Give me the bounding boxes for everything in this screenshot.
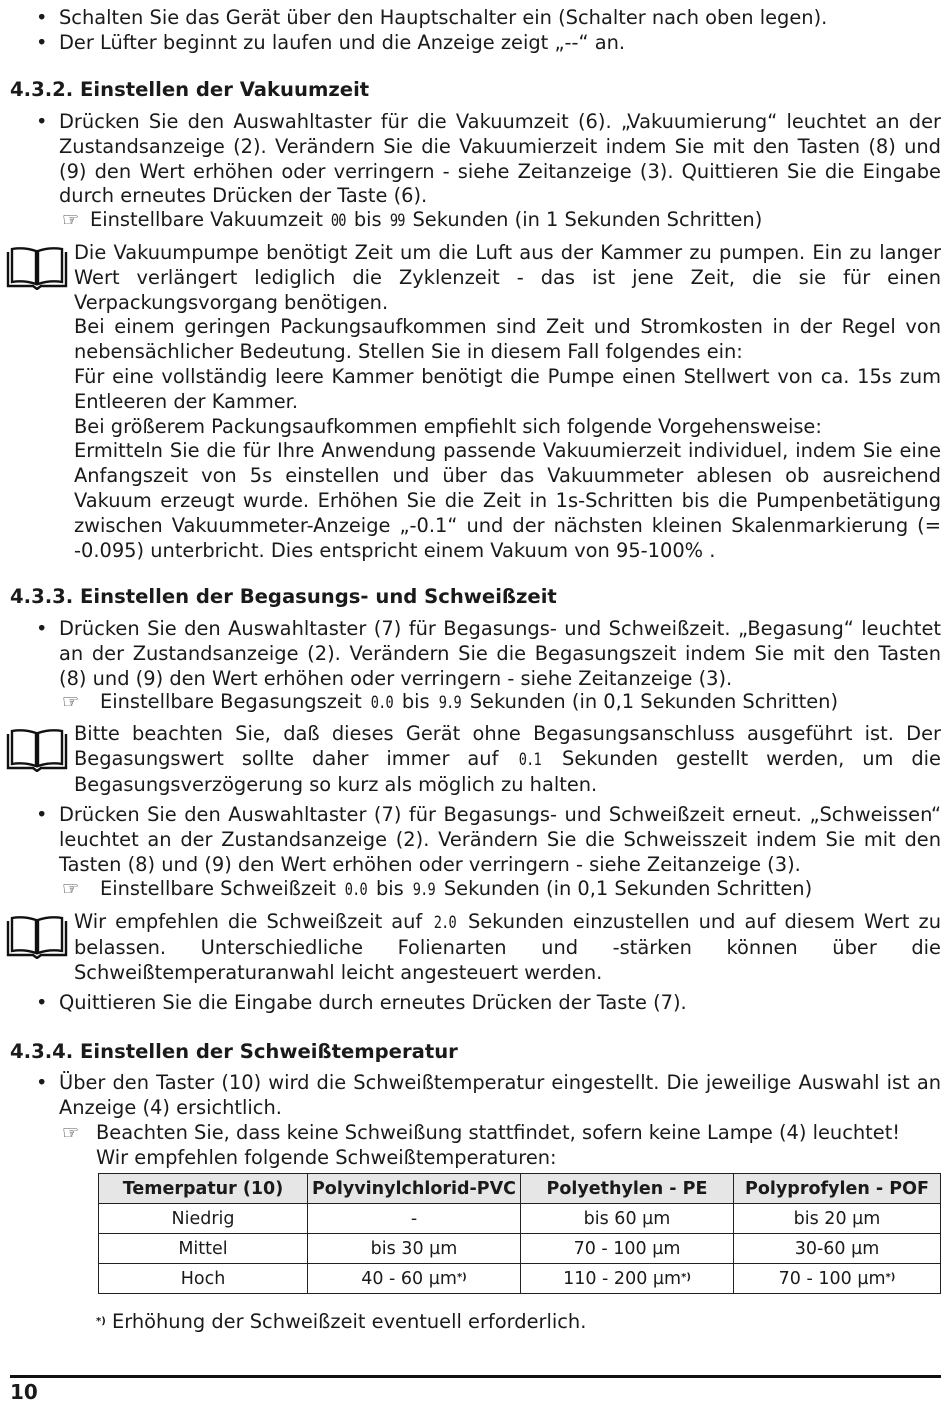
vacuum-hint: ☞ Einstellbare Vakuumzeit 00 bis 99 Sekunden (in 1 Sekunden Schritten) [62,208,944,234]
table-cell: bis 30 µm [308,1234,521,1264]
seal-max-display: 9.9 [412,880,435,900]
table-cell: Niedrig [99,1204,308,1234]
table-cell: 40 - 60 µm*) [308,1264,521,1294]
table-row [99,1234,941,1264]
table-cell: Mittel [99,1234,308,1264]
table-cell: 110 - 200 µm*) [521,1264,734,1294]
table-footnote: *) Erhöhung der Schweißzeit eventuell erforderlich. [96,1310,587,1333]
table-row [99,1204,941,1234]
col-header: Polyethylen - PE [521,1174,734,1204]
table-cell: 30-60 µm [734,1234,941,1264]
temp-hint-line2: Wir empfehlen folgende Schweißtemperaturen: [96,1146,557,1169]
gas-bullet: • Drücken Sie den Auswahltaster (7) für Begasungs- und Schweißzeit. „Begasung“ leuchtet an der Zustandsanzeige (2). Verändern Sie die Begasungszeit indem Sie mit den Tasten (8) und (9) den Wert erhöhen oder verringern - siehe Zeitanzeige (3). [59,617,941,691]
intro-bullet-1: • Schalten Sie das Gerät über den Hauptschalter ein (Schalter nach oben legen). [36,6,828,29]
vacuum-bullet: • Drücken Sie den Auswahltaster für die Vakuumzeit (6). „Vakuumierung“ leuchtet an der Zustandsanzeige (2). Verändern Sie die Vakuumierzeit indem Sie mit den Tasten (8) und (9) den Wert erhöhen oder verringern - siehe Zeitanzeige (3). Quittieren Sie die Eingabe durch erneutes Drücken der Taste (6). [59,110,941,209]
col-header: Polyvinylchlorid-PVC [308,1174,521,1204]
book-note-icon [6,915,68,959]
temp-hint: ☞ Beachten Sie, dass keine Schweißung stattfindet, sofern keine Lampe (4) leuchtet! [62,1121,901,1144]
vacuum-note-p5: Ermitteln Sie die für Ihre Anwendung passende Vakuumierzeit individuel, indem Sie eine Anfangszeit von 5s einstellen und über das Vakuummeter ablesen ob ausreichend Vakuum erzeugt wurde. Erhöhen Sie die Zeit in 1s-Schritten bis die Pumpenbetätigung zwischen Vakuummeter-Anzeige „-0.1“ und der nächsten kleinen Skalenmarkierung (= -0.095) unterbricht. Dies entspricht einem Vakuum von 95-100% . [74,439,941,562]
pointing-hand-icon: ☞ [62,877,80,900]
table-cell: - [308,1204,521,1234]
vacuum-note [74,241,941,563]
vacuum-note-p2: Bei einem geringen Packungsaufkommen sind Zeit und Stromkosten in der Regel von nebensächlicher Bedeutung. Stellen Sie in diesem Fall folgendes ein: [74,315,941,364]
footnote-marker: *) [681,1271,691,1283]
table-cell: bis 20 µm [734,1204,941,1234]
pointing-hand-icon: ☞ [62,208,80,231]
pointing-hand-icon: ☞ [62,690,80,713]
gas-recommended-display: 0.1 [519,749,542,770]
table-cell: 70 - 100 µm*) [734,1264,941,1294]
table-cell: bis 60 µm [521,1204,734,1234]
book-note-icon [6,728,68,772]
vacuum-note-p1: Die Vakuumpumpe benötigt Zeit um die Luft aus der Kammer zu pumpen. Ein zu langer Wert verlängert lediglich die Zyklenzeit - das ist jene Zeit, die sie für einen Verpackungsvorgang benötigen. [74,241,941,314]
footnote-marker: *) [885,1271,896,1283]
section-heading-4-3-3: 4.3.3. Einstellen der Begasungs- und Schweißzeit [10,585,557,608]
vacuum-note-p3: Für eine vollständig leere Kammer benötigt die Pumpe einen Stellwert von ca. 15s zum Entleeren der Kammer. [74,364,941,413]
temp-bullet: • Über den Taster (10) wird die Schweißtemperatur eingestellt. Die jeweilige Auswahl ist an Anzeige (4) ersichtlich. [59,1071,941,1121]
gas-hint: ☞ Einstellbare Begasungszeit 0.0 bis 9.9 Sekunden (in 0,1 Sekunden Schritten) [62,690,944,716]
footer-rule [10,1375,941,1378]
page-number: 10 [10,1380,38,1404]
seal-bullet: • Drücken Sie den Auswahltaster (7) für Begasungs- und Schweißzeit erneut. „Schweissen“ leuchtet an der Zustandsanzeige (2). Verändern Sie die Schweisszeit indem Sie mit den Tasten (8) und (9) den Wert erhöhen oder verringern - siehe Zeitanzeige (3). [59,803,941,877]
table-row [99,1264,941,1294]
table-cell: 70 - 100 µm [521,1234,734,1264]
table-header-row [99,1174,941,1204]
vacuum-max-display: 99 [389,211,405,231]
intro-bullet-2: • Der Lüfter beginnt zu laufen und die Anzeige zeigt „--“ an. [36,31,626,54]
section-heading-4-3-2: 4.3.2. Einstellen der Vakuumzeit [10,78,370,101]
confirm-bullet: • Quittieren Sie die Eingabe durch erneutes Drücken der Taste (7). [36,991,687,1014]
col-header: Polyprofylen - POF [734,1174,941,1204]
seal-recommended-display: 2.0 [433,913,457,933]
footnote-marker: *) [456,1271,467,1283]
seal-note: Wir empfehlen die Schweißzeit auf 2.0 Sekunden einzustellen und auf diesem Wert zu belassen. Unterschiedliche Folienarten und -stärken können über die Schweißtemperaturanwahl leicht angesteuert werden. [74,910,941,984]
col-header: Temerpatur (10) [99,1174,308,1204]
seal-min-display: 0.0 [344,880,368,900]
vacuum-min-display: 00 [331,211,346,231]
pointing-hand-icon: ☞ [62,1121,80,1144]
temperature-table [98,1173,941,1294]
seal-hint: ☞ Einstellbare Schweißzeit 0.0 bis 9.9 Sekunden (in 0,1 Sekunden Schritten) [62,877,944,903]
footnote-marker: *) [96,1316,106,1327]
gas-note: Bitte beachten Sie, daß dieses Gerät ohne Begasungsanschluss ausgeführt ist. Der Begasungswert sollte daher immer auf 0.1 Sekunden gestellt werden, um die Begasungsverzögerung so kurz als möglich zu halten. [74,722,941,796]
gas-min-display: 0.0 [370,693,393,713]
vacuum-note-p4: Bei größerem Packungsaufkommen empfiehlt sich folgende Vorgehensweise: [74,414,822,438]
gas-max-display: 9.9 [438,693,461,713]
book-note-icon [6,246,68,290]
table-cell: Hoch [99,1264,308,1294]
section-heading-4-3-4: 4.3.4. Einstellen der Schweißtemperatur [10,1040,458,1063]
